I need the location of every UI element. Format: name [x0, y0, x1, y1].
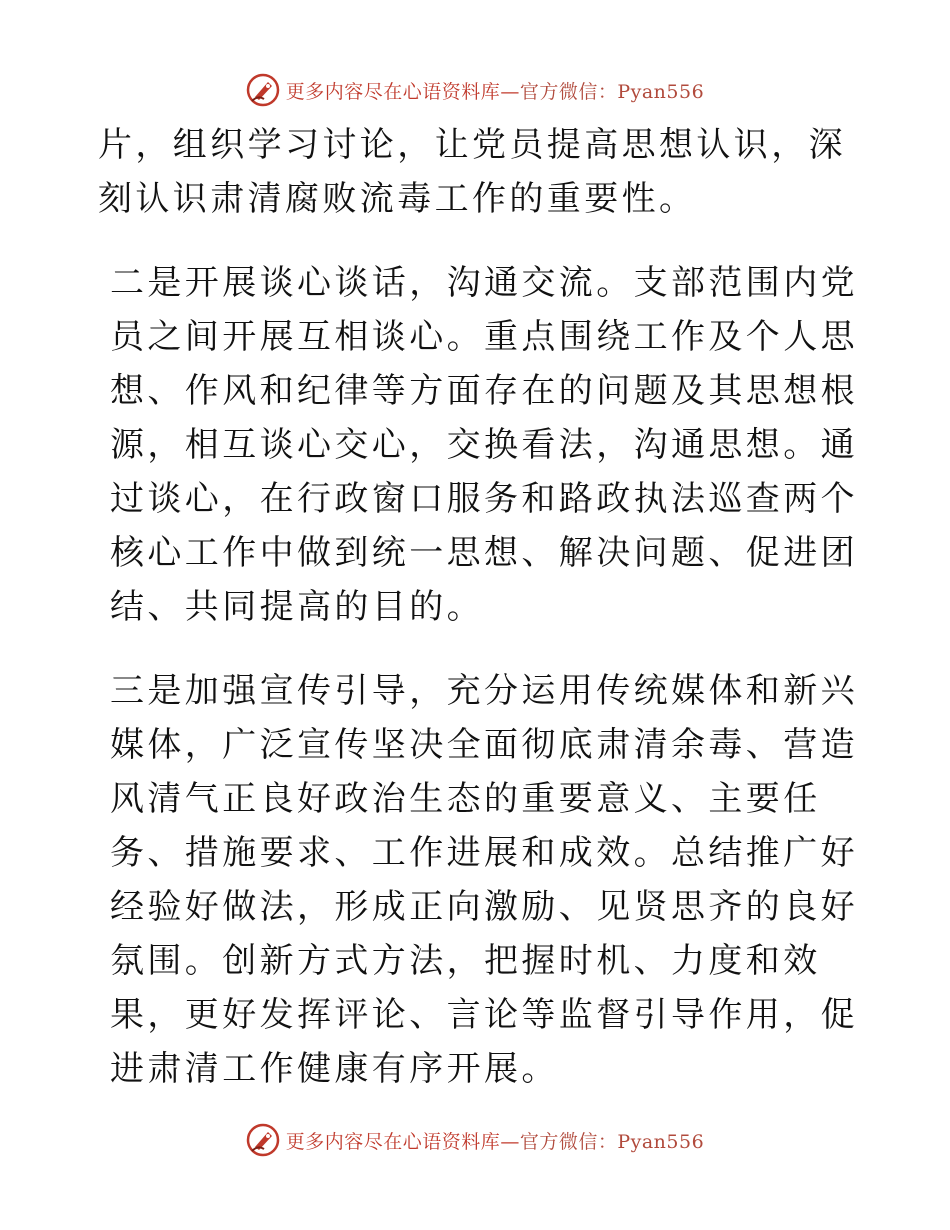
paragraph-3: 三是加强宣传引导，充分运用传统媒体和新兴媒体，广泛宣传坚决全面彻底肃清余毒、营造风清气正良好政治生态的重要意义、主要任务、措施要求、工作进展和成效。总结推广好经验好做法，形成正向激励、见贤思齐的良好氛围。创新方式方法，把握时机、力度和效果，更好发挥评论、言论等监督引导作用，促进肃清工作健康有序开展。	[110, 671, 858, 1089]
banner-text: 更多内容尽在心语资料库—官方微信：Pyan556	[285, 1130, 705, 1153]
footer-banner	[0, 1120, 950, 1160]
pen-nib-logo-icon	[246, 73, 280, 107]
header-banner	[0, 70, 950, 110]
paragraph-2: 二是开展谈心谈话，沟通交流。支部范围内党员之间开展互相谈心。重点围绕工作及个人思想、作风和纪律等方面存在的问题及其思想根源，相互谈心交心，交换看法，沟通思想。通过谈心，在行政窗口服务和路政执法巡查两个核心工作中做到统一思想、解决问题、促进团结、共同提高的目的。	[110, 263, 858, 627]
paragraph-1: 片，组织学习讨论，让党员提高思想认识，深刻认识肃清腐败流毒工作的重要性。	[98, 125, 846, 219]
body-content	[98, 118, 858, 1096]
pen-nib-logo-icon	[246, 1123, 280, 1157]
banner-text: 更多内容尽在心语资料库—官方微信：Pyan556	[285, 80, 705, 103]
